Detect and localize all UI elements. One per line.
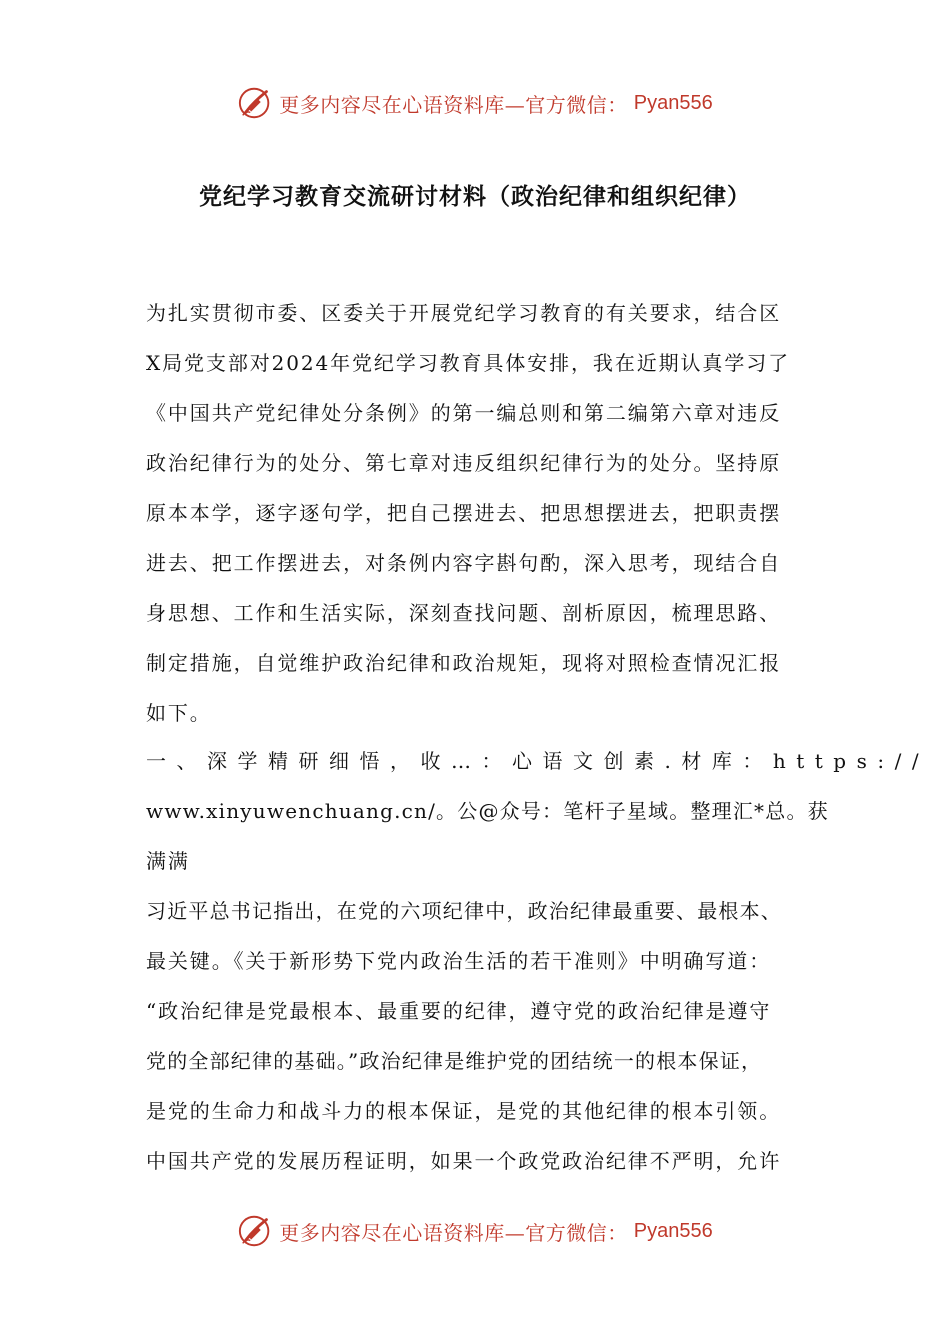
body-line: 习近平总书记指出，在党的六项纪律中，政治纪律最重要、最根本、 [146, 899, 782, 923]
body-line: 《中国共产党纪律处分条例》的第一编总则和第二编第六章对违反 [146, 401, 782, 425]
pen-logo-icon [237, 1212, 275, 1250]
body-line: 满满 [146, 849, 190, 873]
body-line: 进去、把工作摆进去，对条例内容字斟句酌，深入思考，现结合自 [146, 551, 782, 575]
body-line: 中国共产党的发展历程证明，如果一个政党政治纪律不严明，允许 [146, 1149, 782, 1173]
banner-text: 更多内容尽在心语资料库—官方微信： [279, 92, 628, 117]
body-line: 如下。 [146, 701, 212, 725]
body-line: 身思想、工作和生活实际，深刻查找问题、剖析原因，梳理思路、 [146, 601, 782, 625]
document-title: 党纪学习教育交流研讨材料（政治纪律和组织纪律） [199, 184, 751, 210]
footer-watermark-banner [0, 1206, 950, 1256]
body-line: 制定措施，自觉维护政治纪律和政治规矩，现将对照检查情况汇报 [146, 651, 782, 675]
body-line: 原本本学，逐字逐句学，把自己摆进去、把思想摆进去，把职责摆 [146, 501, 782, 525]
section-heading-line: 一、深学精研细悟，收…：心语文创素.材库：https:// [146, 749, 930, 773]
body-line: “政治纪律是党最根本、最重要的纪律，遵守党的政治纪律是遵守 [146, 999, 772, 1023]
header-watermark-banner [0, 78, 950, 128]
banner-wechat-id: Pyan556 [633, 1219, 713, 1242]
body-line: 是党的生命力和战斗力的根本保证，是党的其他纪律的根本引领。 [146, 1099, 782, 1123]
pen-logo-icon [237, 84, 275, 122]
banner-text: 更多内容尽在心语资料库—官方微信： [279, 1220, 628, 1245]
body-line: 政治纪律行为的处分、第七章对违反组织纪律行为的处分。坚持原 [146, 451, 782, 475]
body-line: 党的全部纪律的基础。”政治纪律是维护党的团结统一的根本保证， [146, 1049, 763, 1073]
body-line: 最关键。《关于新形势下党内政治生活的若干准则》中明确写道： [146, 949, 772, 973]
banner-wechat-id: Pyan556 [633, 91, 713, 114]
body-line: www.xinyuwenchuang.cn/。公@众号：笔杆子星域。整理汇*总。获 [146, 799, 829, 823]
body-line: 为扎实贯彻市委、区委关于开展党纪学习教育的有关要求，结合区 [146, 301, 782, 325]
body-line: X局党支部对2024年党纪学习教育具体安排，我在近期认真学习了 [146, 351, 791, 375]
